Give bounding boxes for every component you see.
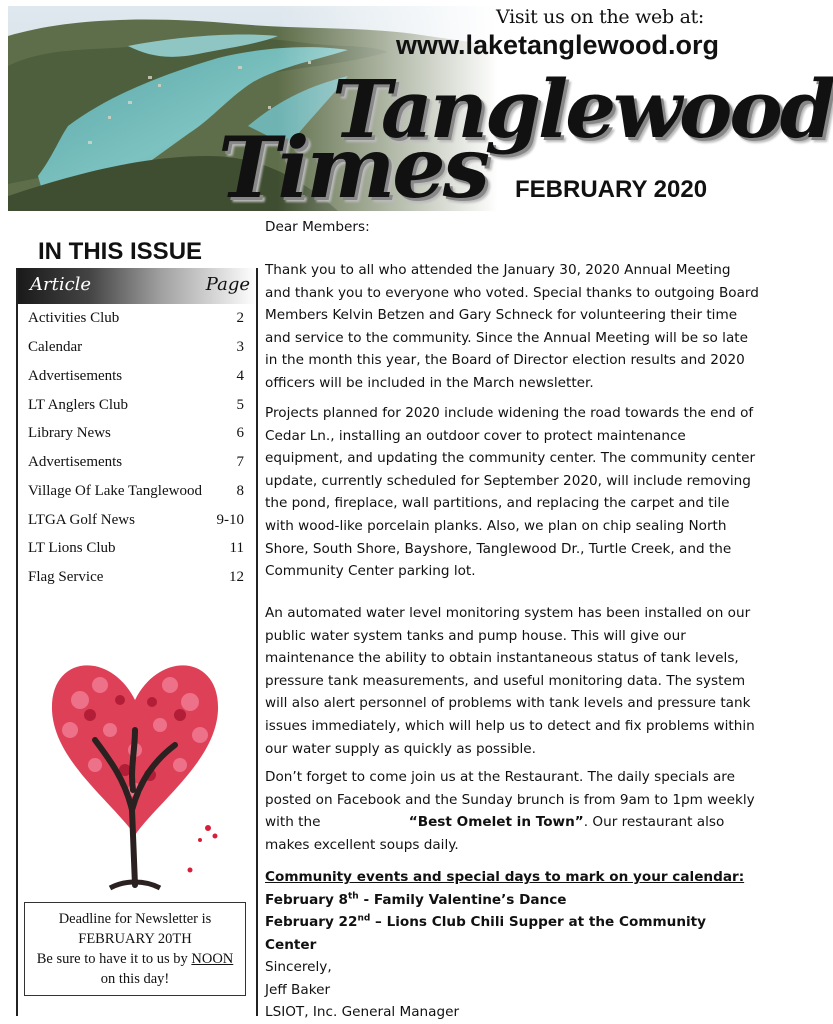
deadline-date: FEBRUARY 20TH (78, 931, 192, 947)
toc-row-page: 4 (236, 368, 244, 384)
toc-row-title: Flag Service (28, 569, 104, 585)
deadline-line1: Deadline for Newsletter is (58, 911, 212, 927)
masthead-title-line2: Times (218, 118, 488, 217)
toc-header (18, 268, 256, 304)
events-heading: Community events and special days to mark on your calendar: (265, 869, 745, 885)
toc-row[interactable] (26, 425, 244, 453)
letter-signoff (265, 956, 760, 1024)
event-description: – Lions Club Chili Supper at the Community Center (265, 914, 707, 953)
masthead-title-line1: Tanglewood (332, 62, 833, 156)
letter-paragraph-1: Thank you to all who attended the January 30, 2020 Annual Meeting and thank you to everyone who voted. Special thanks to outgoing Board Members Kelvin Betzen and Gary Schneck for volunteering their time and service to the community. Since the Annual Meeting will be so late in the month this year, the Board of Director election results and 2020 officers will be included in the March newsletter. (265, 262, 759, 391)
toc-row-page: 5 (236, 397, 244, 413)
in-this-issue-heading: IN THIS ISSUE (38, 238, 203, 265)
toc-row-page: 8 (236, 483, 244, 499)
deadline-line3-text: Be sure to have it to us by (36, 951, 192, 967)
toc-row[interactable] (26, 483, 244, 511)
website-label: Visit us on the web at: (496, 6, 705, 28)
website-url[interactable]: www.laketanglewood.org (396, 30, 720, 60)
letter-paragraph-3: An automated water level monitoring system has been installed on our public water system tanks and pump house. This will give our maintenance the ability to obtain instantaneous status of tank levels, pressure tank measurements, and useful monitoring data. The system will also alert personnel of problems with tank levels and pressure tank issues immediately, which will help us to detect and fix problems within our water supply as quickly as possible. (265, 605, 755, 757)
heart-tree-illustration (40, 640, 230, 900)
event-item (265, 889, 760, 912)
community-events (265, 866, 760, 956)
toc-column-article: Article (30, 274, 92, 295)
event-date: February 22 (265, 914, 358, 931)
letter-paragraph-2: Projects planned for 2020 include widening the road towards the end of Cedar Ln., installing an outdoor cover to protect maintenance equipment, and updating the community center. The community center update, currently scheduled for September 2020, will include removing the pond, fireplace, wall partitions, and replacing the carpet and tile with wood-like porcelain planks. Also, we plan on chip sealing North Shore, South Shore, Bayshore, Tanglewood Dr., Turtle Creek, and the Community Center parking lot. (265, 405, 756, 580)
restaurant-text-a: Don’t forget to come join us at the Restaurant. The daily specials are posted on Facebook and the Sunday brunch is from 9am to 1pm weekly with the (265, 769, 755, 831)
restaurant-text-b: . Our restaurant also makes excellent soups daily. (265, 814, 725, 853)
toc-row[interactable] (26, 339, 244, 367)
toc-row-page: 2 (236, 310, 244, 326)
deadline-line4: on this day! (100, 971, 170, 987)
toc-column-page: Page (205, 274, 250, 295)
toc-row-page: 7 (236, 454, 244, 470)
toc-row-title: Library News (28, 425, 111, 441)
toc-row[interactable] (26, 368, 244, 396)
newsletter-deadline-notice (24, 902, 246, 996)
toc-row[interactable] (26, 569, 244, 597)
signer-name: Jeff Baker (265, 981, 331, 998)
toc-row-title: LT Anglers Club (28, 397, 129, 413)
letter-paragraph-4 (265, 766, 760, 856)
toc-row-title: Village Of Lake Tanglewood (28, 483, 202, 499)
toc-row-page: 12 (229, 569, 244, 585)
toc-row[interactable] (26, 310, 244, 338)
event-date: February 8 (265, 891, 348, 908)
deadline-line3 (25, 949, 245, 969)
toc-row[interactable] (26, 397, 244, 425)
issue-date: FEBRUARY 2020 (515, 176, 708, 203)
toc-row-title: LTGA Golf News (28, 512, 135, 528)
toc-row[interactable] (26, 512, 244, 540)
masthead (0, 0, 833, 222)
best-omelet-highlight: “Best Omelet in Town” (408, 814, 584, 831)
toc-row[interactable] (26, 540, 244, 568)
toc-row-title: Advertisements (28, 368, 123, 384)
event-description: - Family Valentine’s Dance (358, 891, 567, 908)
event-item (265, 911, 760, 956)
toc-row-title: LT Lions Club (28, 540, 116, 556)
toc-row-page: 9-10 (216, 512, 244, 528)
event-date-suffix: th (348, 891, 359, 902)
toc-row-page: 11 (229, 540, 244, 556)
deadline-noon: NOON (191, 951, 234, 967)
toc-row[interactable] (26, 454, 244, 482)
toc-row-title: Activities Club (28, 310, 120, 326)
closing: Sincerely, (265, 959, 332, 975)
letter-greeting: Dear Members: (265, 219, 370, 235)
event-date-suffix: nd (357, 913, 371, 924)
toc-row-page: 3 (236, 339, 244, 355)
toc-row-page: 6 (236, 425, 244, 441)
signer-title: LSIOT, Inc. General Manager (265, 1004, 460, 1021)
toc-row-title: Advertisements (28, 454, 123, 470)
toc-row-title: Calendar (28, 339, 83, 355)
